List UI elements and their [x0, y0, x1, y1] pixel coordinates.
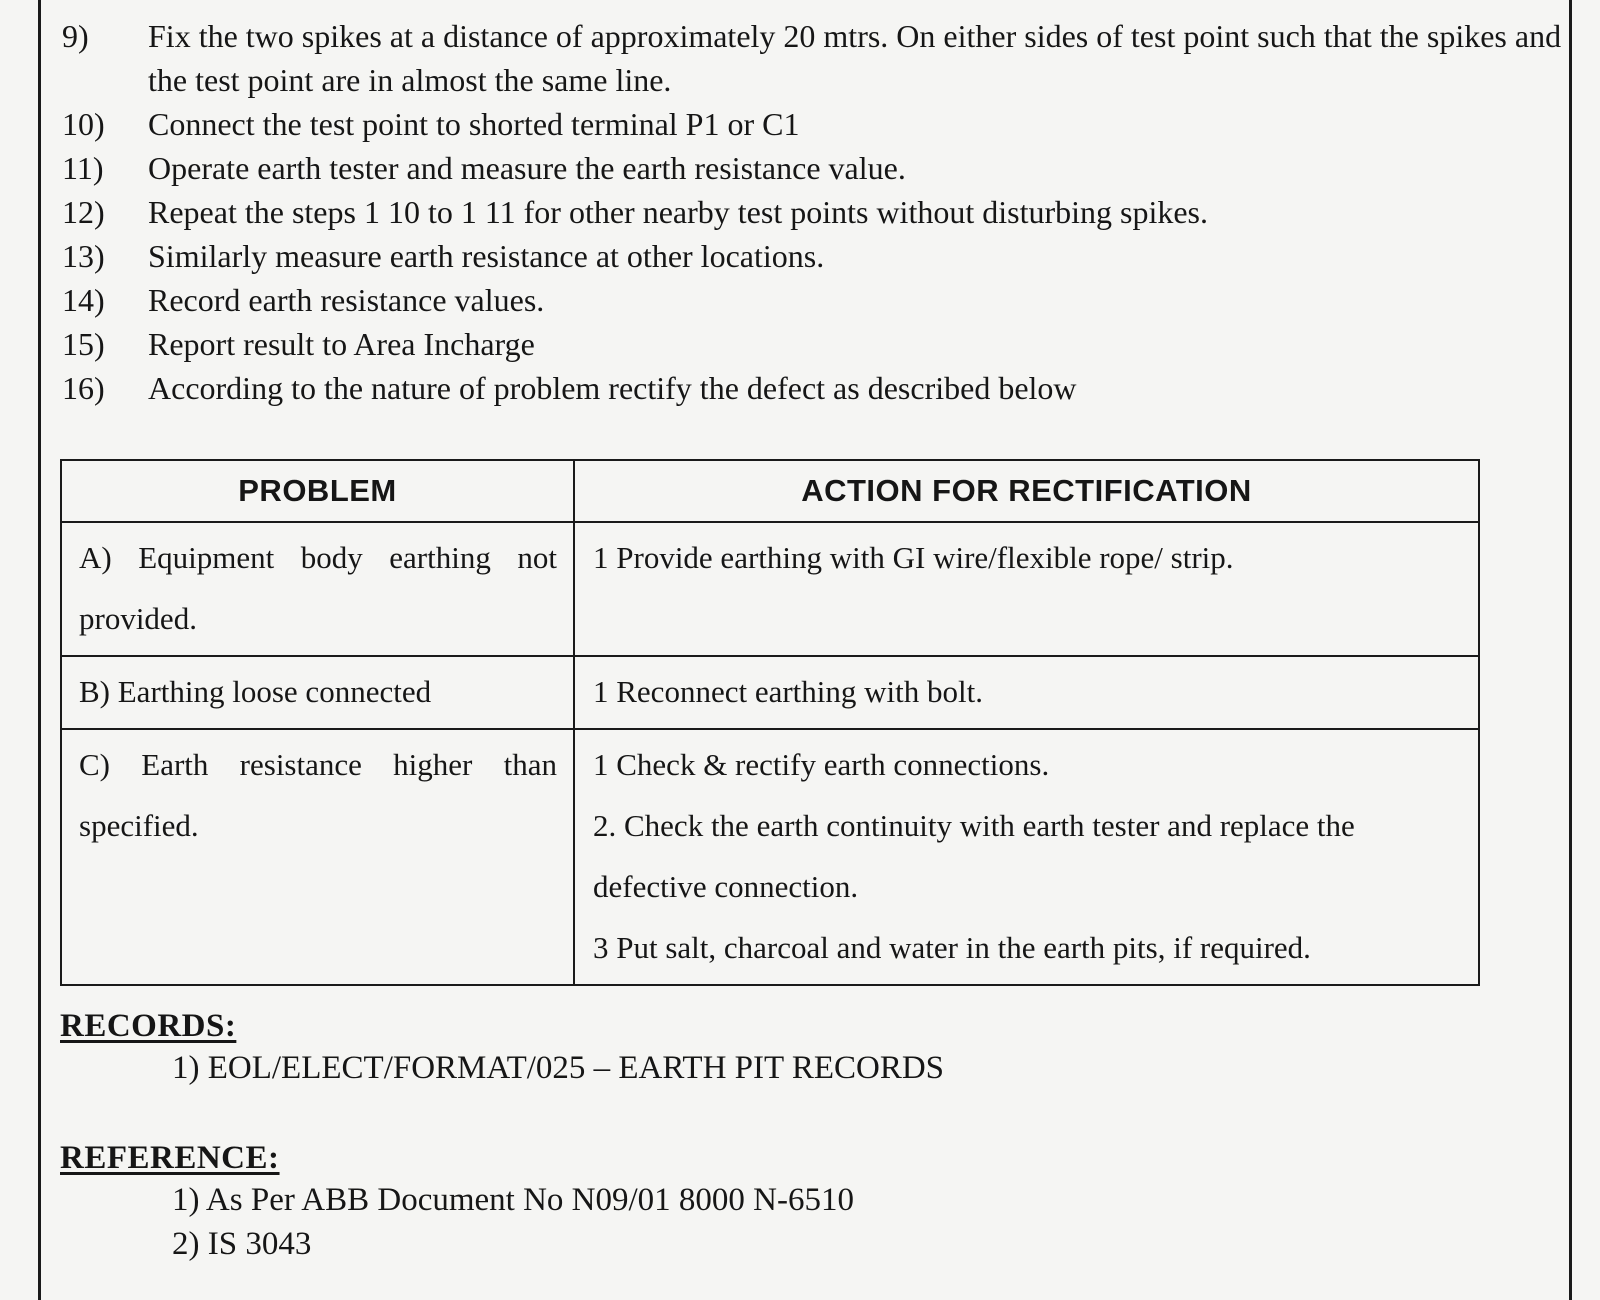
step-text: Operate earth tester and measure the earth resistance value. [148, 150, 906, 186]
reference-item: 2) IS 3043 [172, 1226, 312, 1262]
step-number: 16) [62, 370, 105, 406]
records-section [60, 1006, 944, 1090]
records-item: 1) EOL/ELECT/FORMAT/025 – EARTH PIT RECORDS [172, 1050, 945, 1086]
header-problem: PROBLEM [61, 460, 574, 522]
step-9 [62, 14, 1562, 102]
step-text: According to the nature of problem rectify the defect as described below [148, 370, 1077, 406]
reference-section [60, 1138, 854, 1266]
action-line: 1 Provide earthing with GI wire/flexible rope/ strip. [593, 540, 1234, 575]
step-15 [62, 322, 1562, 366]
table-row [61, 522, 1479, 656]
action-cell [574, 656, 1479, 729]
records-heading: RECORDS: [60, 1008, 237, 1044]
step-text: Fix the two spikes at a distance of approximately 20 mtrs. On either sides of test point such that the spikes and the test point are in almost the same line. [148, 18, 1562, 98]
step-13 [62, 234, 1562, 278]
step-number: 11) [62, 150, 104, 186]
reference-item: 1) As Per ABB Document No N09/01 8000 N-6510 [172, 1182, 854, 1218]
action-line: 2. Check the earth continuity with earth tester and replace the defective connection. [593, 808, 1355, 904]
step-number: 14) [62, 282, 105, 318]
problem-cell: C) Earth resistance higher than specified. [61, 729, 574, 985]
step-number: 12) [62, 194, 105, 230]
table-row [61, 729, 1479, 985]
step-10 [62, 102, 1562, 146]
step-text: Report result to Area Incharge [148, 326, 535, 362]
step-14 [62, 278, 1562, 322]
step-text: Connect the test point to shorted terminal P1 or C1 [148, 106, 800, 142]
table-row [61, 656, 1479, 729]
step-number: 15) [62, 326, 105, 362]
step-11 [62, 146, 1562, 190]
step-number: 10) [62, 106, 105, 142]
step-text: Repeat the steps 1 10 to 1 11 for other nearby test points without disturbing spikes. [148, 194, 1208, 230]
action-cell [574, 729, 1479, 985]
procedure-steps [62, 14, 1562, 410]
problem-action-table [60, 459, 1480, 986]
problem-cell: A) Equipment body earthing not provided. [61, 522, 574, 656]
action-line: 1 Reconnect earthing with bolt. [593, 674, 983, 709]
step-number: 9) [62, 18, 89, 54]
header-action: ACTION FOR RECTIFICATION [574, 460, 1479, 522]
action-line: 1 Check & rectify earth connections. [593, 747, 1050, 782]
table-header-row [61, 460, 1479, 522]
problem-cell: B) Earthing loose connected [61, 656, 574, 729]
step-12 [62, 190, 1562, 234]
action-line: 3 Put salt, charcoal and water in the earth pits, if required. [593, 930, 1311, 965]
step-16 [62, 366, 1562, 410]
step-text: Record earth resistance values. [148, 282, 545, 318]
step-text: Similarly measure earth resistance at other locations. [148, 238, 825, 274]
step-number: 13) [62, 238, 105, 274]
reference-heading: REFERENCE: [60, 1140, 280, 1176]
action-cell [574, 522, 1479, 656]
